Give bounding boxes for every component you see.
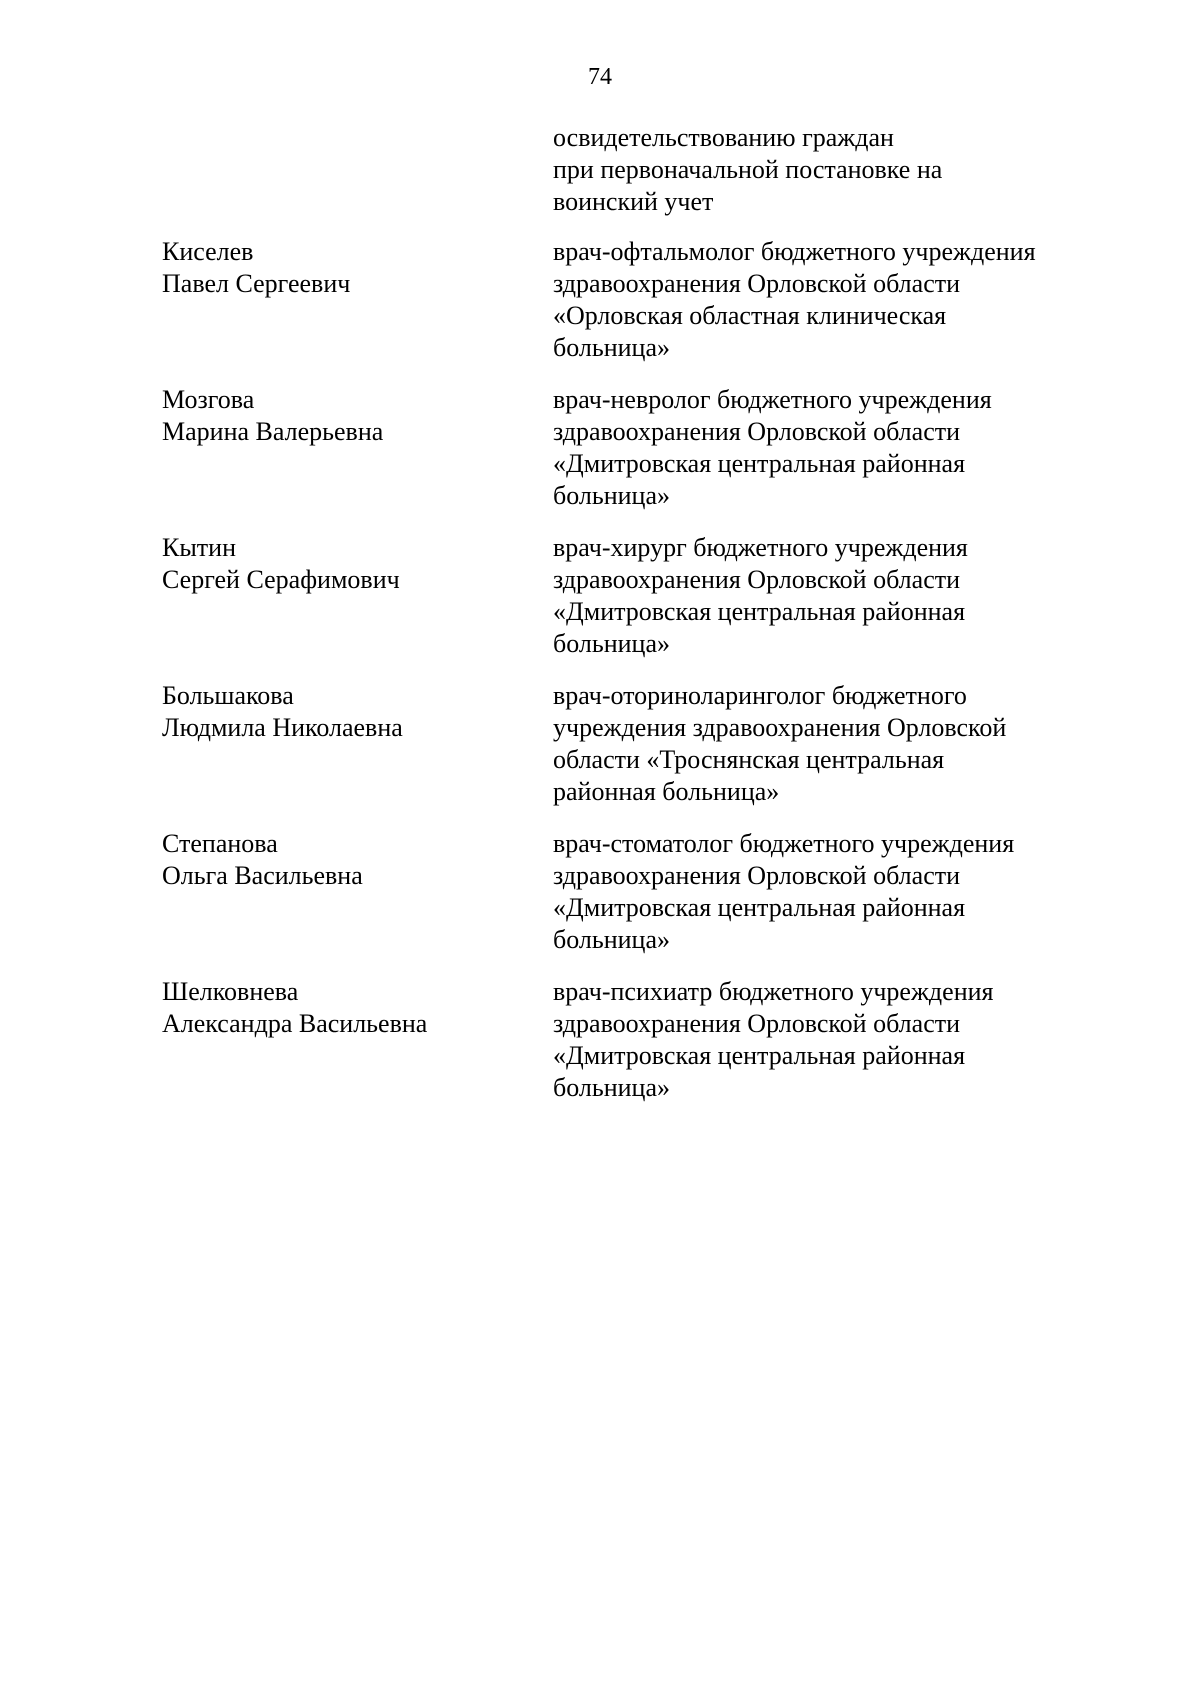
position-line: врач-хирург бюджетного учреждения xyxy=(553,533,968,562)
member-name xyxy=(162,384,522,448)
continuation-line: при первоначальной постановке на xyxy=(553,155,943,184)
member-surname: Степанова xyxy=(162,829,278,858)
member-given-names: Павел Сергеевич xyxy=(162,269,351,298)
position-line: врач-оториноларинголог бюджетного xyxy=(553,681,967,710)
member-entry xyxy=(0,976,1200,1124)
member-name xyxy=(162,976,522,1040)
member-surname: Киселев xyxy=(162,237,254,266)
commission-members-list xyxy=(0,236,1200,1124)
position-line: «Дмитровская центральная районная xyxy=(553,449,966,478)
position-line: врач-психиатр бюджетного учреждения xyxy=(553,977,994,1006)
position-line: больница» xyxy=(553,629,670,658)
position-line: здравоохранения Орловской области xyxy=(553,1009,961,1038)
member-given-names: Сергей Серафимович xyxy=(162,565,400,594)
position-line: районная больница» xyxy=(553,777,780,806)
position-line: здравоохранения Орловской области xyxy=(553,417,961,446)
position-line: больница» xyxy=(553,1073,670,1102)
position-line: учреждения здравоохранения Орловской xyxy=(553,713,1007,742)
member-position xyxy=(553,236,1113,364)
member-entry xyxy=(0,384,1200,532)
position-line: больница» xyxy=(553,333,670,362)
continuation-line: освидетельствованию граждан xyxy=(553,123,894,152)
position-line: «Дмитровская центральная районная xyxy=(553,1041,966,1070)
member-given-names: Людмила Николаевна xyxy=(162,713,403,742)
member-entry xyxy=(0,236,1200,384)
position-line: здравоохранения Орловской области xyxy=(553,269,961,298)
member-entry xyxy=(0,828,1200,976)
position-line: здравоохранения Орловской области xyxy=(553,861,961,890)
member-position xyxy=(553,384,1113,512)
member-name xyxy=(162,532,522,596)
position-line: врач-офтальмолог бюджетного учреждения xyxy=(553,237,1036,266)
member-surname: Кытин xyxy=(162,533,237,562)
member-given-names: Марина Валерьевна xyxy=(162,417,384,446)
member-position xyxy=(553,680,1113,808)
member-position xyxy=(553,828,1113,956)
continuation-line: воинский учет xyxy=(553,187,714,216)
member-position xyxy=(553,976,1113,1104)
member-surname: Шелковнева xyxy=(162,977,299,1006)
page-number: 74 xyxy=(588,64,612,90)
member-given-names: Ольга Васильевна xyxy=(162,861,363,890)
position-line: больница» xyxy=(553,481,670,510)
position-line: «Дмитровская центральная районная xyxy=(553,893,966,922)
member-entry xyxy=(0,532,1200,680)
position-line: здравоохранения Орловской области xyxy=(553,565,961,594)
position-line: врач-стоматолог бюджетного учреждения xyxy=(553,829,1015,858)
member-position xyxy=(553,532,1113,660)
previous-entry-continuation xyxy=(553,122,1113,218)
member-given-names: Александра Васильевна xyxy=(162,1009,428,1038)
position-line: «Дмитровская центральная районная xyxy=(553,597,966,626)
position-line: врач-невролог бюджетного учреждения xyxy=(553,385,992,414)
member-name xyxy=(162,236,522,300)
position-line: области «Троснянская центральная xyxy=(553,745,945,774)
position-line: «Орловская областная клиническая xyxy=(553,301,947,330)
member-name xyxy=(162,680,522,744)
position-line: больница» xyxy=(553,925,670,954)
member-name xyxy=(162,828,522,892)
member-surname: Большакова xyxy=(162,681,294,710)
member-entry xyxy=(0,680,1200,828)
member-surname: Мозгова xyxy=(162,385,255,414)
